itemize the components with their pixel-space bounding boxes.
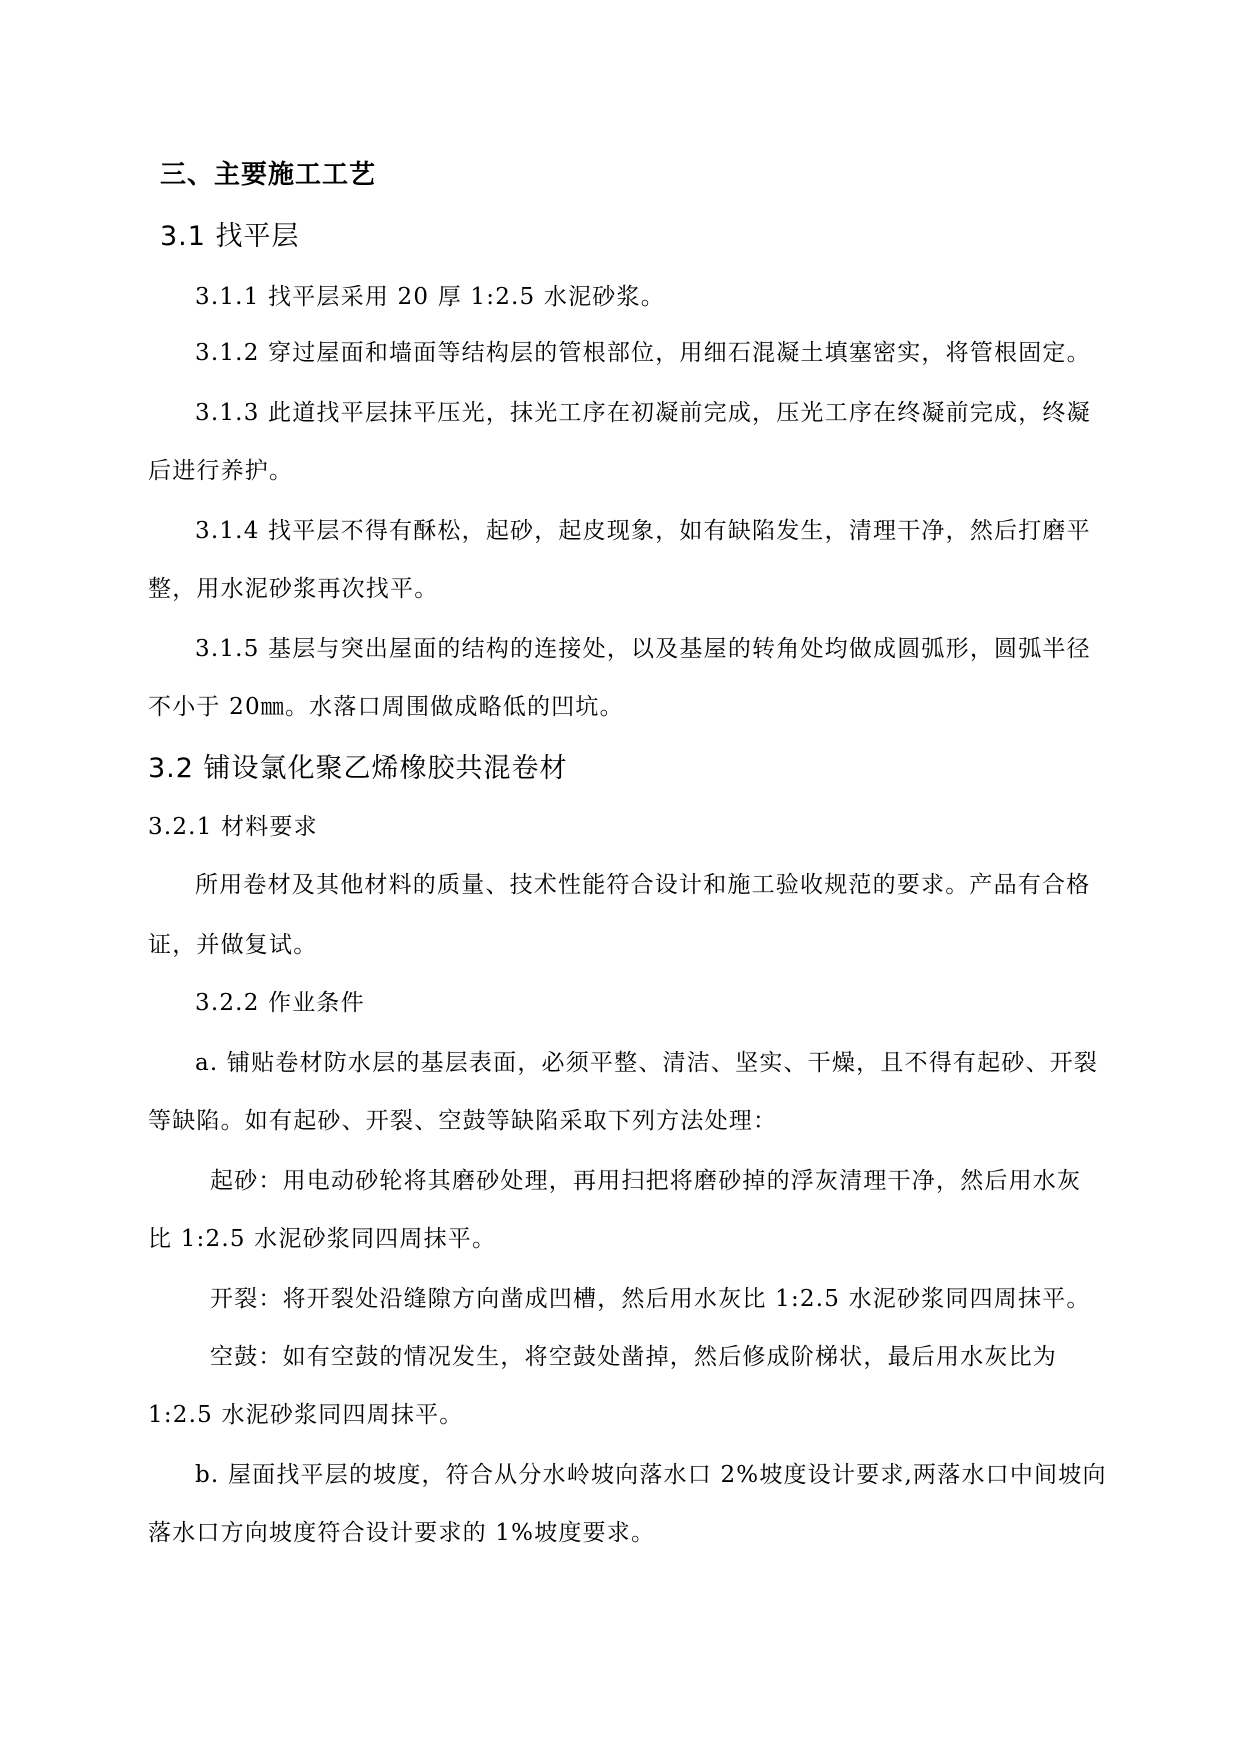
item-a-line-2: 等缺陷。如有起砂、开裂、空鼓等缺陷采取下列方法处理： xyxy=(148,1108,778,1134)
paragraph-3-1-5-line-2: 不小于 20㎜。水落口周围做成略低的凹坑。 xyxy=(148,694,624,720)
crack-treatment-line: 开裂：将开裂处沿缝隙方向凿成凹槽，然后用水灰比 1:2.5 水泥砂浆同四周抹平。 xyxy=(210,1286,1091,1312)
paragraph-3-1-4-line-1: 3.1.4 找平层不得有酥松，起砂，起皮现象，如有缺陷发生，清理干净，然后打磨平 xyxy=(195,518,1091,544)
paragraph-3-1-3-line-2: 后进行养护。 xyxy=(148,458,294,484)
subsection-title-3-2-2: 3.2.2 作业条件 xyxy=(195,990,365,1016)
sanding-treatment-line-1: 起砂：用电动砂轮将其磨砂处理，再用扫把将磨砂掉的浮灰清理干净，然后用水灰 xyxy=(210,1168,1082,1194)
item-a-line-1: a. 铺贴卷材防水层的基层表面，必须平整、清洁、坚实、干燥，且不得有起砂、开裂 xyxy=(195,1050,1099,1076)
hollow-treatment-line-1: 空鼓：如有空鼓的情况发生，将空鼓处凿掉，然后修成阶梯状，最后用水灰比为 xyxy=(210,1344,1057,1370)
section-title-3-2: 3.2 铺设氯化聚乙烯橡胶共混卷材 xyxy=(148,753,568,784)
item-b-line-2: 落水口方向坡度符合设计要求的 1%坡度要求。 xyxy=(148,1520,656,1546)
paragraph-3-1-5-line-1: 3.1.5 基层与突出屋面的结构的连接处，以及基屋的转角处均做成圆弧形，圆弧半径 xyxy=(195,636,1091,662)
section-title-3-1: 3.1 找平层 xyxy=(160,221,300,252)
item-b-line-1: b. 屋面找平层的坡度，符合从分水岭坡向落水口 2%坡度设计要求,两落水口中间坡向 xyxy=(195,1462,1107,1488)
hollow-treatment-line-2: 1:2.5 水泥砂浆同四周抹平。 xyxy=(148,1402,464,1428)
paragraph-3-2-1-line-1: 所用卷材及其他材料的质量、技术性能符合设计和施工验收规范的要求。产品有合格 xyxy=(195,872,1091,898)
subsection-title-3-2-1: 3.2.1 材料要求 xyxy=(148,814,318,840)
sanding-treatment-line-2: 比 1:2.5 水泥砂浆同四周抹平。 xyxy=(148,1226,497,1252)
paragraph-3-2-1-line-2: 证，并做复试。 xyxy=(148,932,318,958)
page-heading: 三、主要施工工艺 xyxy=(160,160,377,190)
paragraph-3-1-1: 3.1.1 找平层采用 20 厚 1:2.5 水泥砂浆。 xyxy=(195,284,665,310)
paragraph-3-1-2: 3.1.2 穿过屋面和墙面等结构层的管根部位，用细石混凝土填塞密实，将管根固定。 xyxy=(195,340,1091,366)
paragraph-3-1-4-line-2: 整，用水泥砂浆再次找平。 xyxy=(148,576,439,602)
paragraph-3-1-3-line-1: 3.1.3 此道找平层抹平压光，抹光工序在初凝前完成，压光工序在终凝前完成，终凝 xyxy=(195,400,1091,426)
